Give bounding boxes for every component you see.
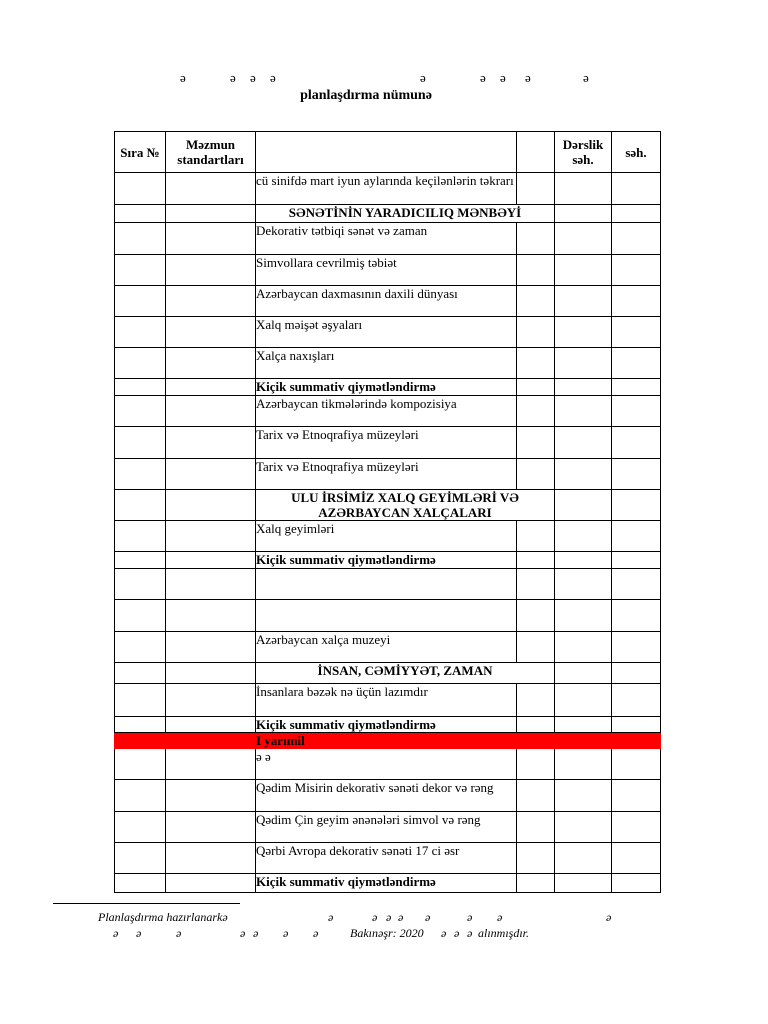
semester-label: I yarımil [256,733,517,749]
cell-order [115,733,166,749]
footnote-glyph: ə [497,910,503,924]
table-row [115,459,661,490]
cell-order [115,569,166,600]
cell-standards [166,223,256,255]
cell-order [115,874,166,893]
table-header-row [115,132,661,173]
table-row [115,427,661,459]
cell-order [115,521,166,552]
cell-hours [517,717,555,733]
cell-order [115,632,166,663]
footnote-line-1 [0,910,768,926]
col-header-topic [256,132,517,173]
table-row [115,552,661,569]
footnote-glyph: ə [283,926,289,940]
title-glyph: ə [250,70,256,85]
col-header-order: Sıra № [115,132,166,173]
footnote-glyph: ə [328,910,334,924]
cell-hours [517,684,555,717]
col-header-standards: Məzmun standartları [166,132,256,173]
footnote-glyph: ə [386,910,392,924]
table-row [115,780,661,812]
table-row [115,749,661,780]
cell-page [612,600,661,632]
cell-textbook-page [555,717,612,733]
title-glyph: ə [420,70,426,85]
cell-textbook-page [555,569,612,600]
cell-standards [166,780,256,812]
cell-hours [517,600,555,632]
section-row [115,663,661,684]
cell-standards [166,733,256,749]
cell-page [612,843,661,874]
cell-hours [517,552,555,569]
cell-standards [166,286,256,317]
cell-textbook-page [555,205,612,223]
title-glyph: ə [270,70,276,85]
cell-standards [166,663,256,684]
cell-page [612,780,661,812]
cell-textbook-page [555,286,612,317]
col-header-hours [517,132,555,173]
table-body [115,173,661,893]
cell-page [612,663,661,684]
lesson-topic: Xalq məişət əşyaları [256,317,517,348]
footnote-glyph: ə [467,926,473,940]
cell-order [115,348,166,379]
cell-hours [517,459,555,490]
lesson-topic: Azərbaycan tikmələrində kompozisiya [256,396,517,427]
title-glyph: ə [525,70,531,85]
cell-page [612,286,661,317]
table-row [115,874,661,893]
lesson-topic: Qərbi Avropa dekorativ sənəti 17 ci əsr [256,843,517,874]
footnote-glyph: ə [313,926,319,940]
cell-textbook-page [555,874,612,893]
cell-page [612,569,661,600]
cell-textbook-page [555,632,612,663]
lesson-topic: Xalq geyimləri [256,521,517,552]
page-subtitle: planlaşdırma nümunə [300,88,432,103]
cell-textbook-page [555,552,612,569]
cell-hours [517,780,555,812]
cell-page [612,427,661,459]
lesson-topic: İnsanlara bəzək nə üçün lazımdır [256,684,517,717]
footnote-glyph: ə [398,910,404,924]
table-row [115,286,661,317]
cell-textbook-page [555,223,612,255]
section-row [115,490,661,521]
cell-standards [166,632,256,663]
lesson-topic: Xalça naxışları [256,348,517,379]
table-row [115,812,661,843]
cell-textbook-page [555,843,612,874]
cell-standards [166,684,256,717]
cell-textbook-page [555,396,612,427]
table-row [115,173,661,205]
cell-hours [517,521,555,552]
cell-order [115,459,166,490]
cell-order [115,684,166,717]
lesson-topic: Qədim Çin geyim ənənələri simvol və rəng [256,812,517,843]
cell-standards [166,427,256,459]
section-title: SƏNƏTİNİN YARADICILIQ MƏNBƏYİ [256,205,555,223]
footnote-text: Bakınəşr: 2020 [350,926,424,940]
cell-standards [166,600,256,632]
footnote-text: alınmışdır. [478,926,530,940]
cell-hours [517,812,555,843]
table-row [115,255,661,286]
title-glyph: ə [500,70,506,85]
lesson-topic: Simvollara cevrilmiş təbiət [256,255,517,286]
lesson-topic: Tarix və Etnoqrafiya müzeyləri [256,427,517,459]
lesson-topic: Azərbaycan xalça muzeyi [256,632,517,663]
cell-page [612,812,661,843]
cell-standards [166,205,256,223]
title-glyph: ə [230,70,236,85]
cell-textbook-page [555,255,612,286]
cell-order [115,223,166,255]
cell-textbook-page [555,317,612,348]
cell-page [612,717,661,733]
footnote-glyph: ə [253,926,259,940]
cell-order [115,843,166,874]
cell-hours [517,874,555,893]
cell-textbook-page [555,812,612,843]
cell-textbook-page [555,379,612,396]
cell-standards [166,255,256,286]
cell-page [612,205,661,223]
cell-hours [517,749,555,780]
col-header-page: səh. [612,132,661,173]
cell-hours [517,733,555,749]
col-header-textbook-page: Dərslik səh. [555,132,612,173]
cell-standards [166,396,256,427]
cell-order [115,173,166,205]
summative-label: Kiçik summativ qiymətləndirmə [256,874,517,893]
title-glyph: ə [583,70,589,85]
cell-order [115,396,166,427]
cell-hours [517,379,555,396]
title-glyph: ə [480,70,486,85]
cell-textbook-page [555,427,612,459]
cell-hours [517,843,555,874]
cell-textbook-page [555,173,612,205]
cell-order [115,490,166,521]
title-glyph: ə [180,70,186,85]
cell-hours [517,569,555,600]
table-row [115,684,661,717]
cell-page [612,733,661,749]
lesson-topic [256,600,517,632]
semester-row [115,733,661,749]
cell-order [115,255,166,286]
cell-standards [166,379,256,396]
lesson-topic: cü sinifdə mart iyun aylarında keçilənlərin təkrarı [256,173,517,205]
footnote-glyph: ə [372,910,378,924]
title-glyphs [0,70,768,88]
cell-order [115,663,166,684]
table-row [115,348,661,379]
cell-page [612,317,661,348]
cell-standards [166,521,256,552]
cell-order [115,379,166,396]
section-title: ULU İRSİMİZ XALQ GEYİMLƏRİ VƏ AZƏRBAYCAN XALÇALARI [256,490,555,521]
table-row [115,317,661,348]
cell-textbook-page [555,490,612,521]
summative-label: Kiçik summativ qiymətləndirmə [256,717,517,733]
footnote-glyph: ə [454,926,460,940]
cell-hours [517,223,555,255]
footnote-glyph: ə [113,926,119,940]
cell-page [612,348,661,379]
lesson-topic: Dekorativ tətbiqi sənət və zaman [256,223,517,255]
cell-hours [517,317,555,348]
planning-table [114,131,661,893]
cell-order [115,317,166,348]
cell-order [115,205,166,223]
table-row [115,632,661,663]
cell-standards [166,552,256,569]
cell-standards [166,874,256,893]
cell-page [612,173,661,205]
summative-label: Kiçik summativ qiymətləndirmə [256,379,517,396]
cell-standards [166,749,256,780]
cell-standards [166,173,256,205]
lesson-topic: ə ə [256,749,517,780]
table-row [115,600,661,632]
cell-textbook-page [555,600,612,632]
cell-textbook-page [555,663,612,684]
cell-standards [166,348,256,379]
cell-page [612,521,661,552]
footnote-glyph: ə [240,926,246,940]
cell-page [612,223,661,255]
cell-textbook-page [555,733,612,749]
lesson-topic [256,569,517,600]
cell-page [612,255,661,286]
summative-label: Kiçik summativ qiymətləndirmə [256,552,517,569]
cell-order [115,286,166,317]
cell-hours [517,255,555,286]
cell-textbook-page [555,684,612,717]
footnote-line-2 [0,926,768,942]
footnote-glyph: ə [467,910,473,924]
cell-page [612,684,661,717]
cell-standards [166,459,256,490]
lesson-topic: Azərbaycan daxmasının daxili dünyası [256,286,517,317]
section-title: İNSAN, CƏMİYYƏT, ZAMAN [256,663,555,684]
cell-order [115,427,166,459]
cell-standards [166,569,256,600]
cell-order [115,749,166,780]
cell-page [612,552,661,569]
cell-textbook-page [555,348,612,379]
table-row [115,717,661,733]
cell-page [612,632,661,663]
table-row [115,396,661,427]
section-row [115,205,661,223]
footnote-text: Planlaşdırma hazırlanarkə [98,910,228,924]
table-row [115,843,661,874]
cell-page [612,379,661,396]
cell-order [115,552,166,569]
table-row [115,223,661,255]
cell-standards [166,812,256,843]
cell-textbook-page [555,780,612,812]
cell-hours [517,632,555,663]
cell-page [612,490,661,521]
footnote-glyph: ə [425,910,431,924]
table-row [115,569,661,600]
cell-standards [166,317,256,348]
footnote-rule [53,903,240,904]
cell-hours [517,173,555,205]
lesson-topic: Tarix və Etnoqrafiya müzeyləri [256,459,517,490]
cell-order [115,812,166,843]
cell-order [115,600,166,632]
table-row [115,379,661,396]
footnote-glyph: ə [441,926,447,940]
cell-standards [166,490,256,521]
footnote-glyph: ə [176,926,182,940]
cell-textbook-page [555,749,612,780]
cell-order [115,780,166,812]
cell-page [612,749,661,780]
cell-page [612,459,661,490]
cell-page [612,396,661,427]
cell-order [115,717,166,733]
cell-hours [517,427,555,459]
footnote-glyph: ə [136,926,142,940]
cell-hours [517,348,555,379]
footnote-glyph: ə [606,910,612,924]
lesson-topic: Qədim Misirin dekorativ sənəti dekor və rəng [256,780,517,812]
cell-hours [517,286,555,317]
cell-page [612,874,661,893]
table-row [115,521,661,552]
cell-textbook-page [555,521,612,552]
cell-textbook-page [555,459,612,490]
cell-standards [166,717,256,733]
cell-hours [517,396,555,427]
cell-standards [166,843,256,874]
